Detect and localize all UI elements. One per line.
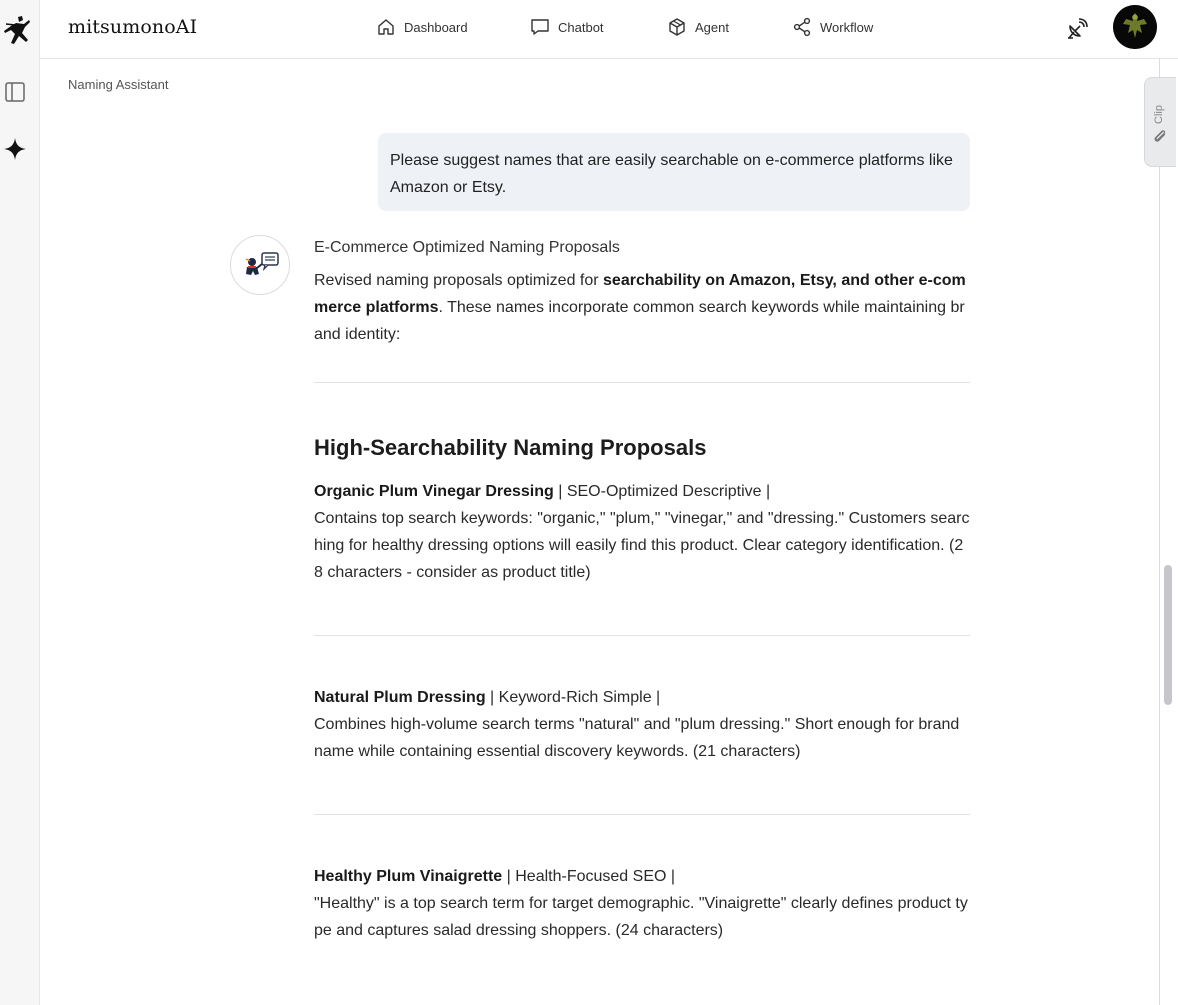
proposal-name: Healthy Plum Vinaigrette: [314, 868, 503, 885]
divider: [314, 382, 970, 383]
sidebar-toggle-icon[interactable]: [5, 82, 25, 102]
nav-chatbot-label: Chatbot: [558, 19, 604, 35]
proposal-item: [314, 478, 970, 586]
user-avatar[interactable]: [1113, 5, 1157, 49]
left-rail: [0, 0, 40, 1005]
intro-text: Revised naming proposals optimized for: [314, 272, 604, 289]
scrollbar-thumb[interactable]: [1164, 565, 1172, 705]
divider: [314, 814, 970, 815]
breadcrumb[interactable]: Naming Assistant: [68, 77, 169, 92]
nav-workflow-label: Workflow: [820, 19, 874, 35]
cube-icon: [667, 17, 687, 37]
ninja-logo-icon[interactable]: [2, 14, 32, 50]
proposal-tag: | Keyword-Rich Simple |: [485, 689, 661, 706]
brand-name[interactable]: mitsumonoAI: [68, 16, 198, 38]
section-heading: High-Searchability Naming Proposals: [314, 435, 707, 460]
scrollbar-track: [1159, 59, 1160, 1005]
satellite-dish-icon[interactable]: [1065, 17, 1089, 41]
home-icon: [376, 17, 396, 37]
sparkle-icon[interactable]: [4, 138, 26, 160]
response-title: E-Commerce Optimized Naming Proposals: [314, 239, 620, 256]
proposal-item: [314, 684, 970, 765]
paperclip-icon: [1152, 128, 1168, 144]
proposal-tag: | Health-Focused SEO |: [502, 868, 676, 885]
nav-agent[interactable]: [667, 17, 729, 37]
ninja-chat-icon: [231, 236, 291, 296]
assistant-avatar: [230, 235, 290, 295]
proposal-description: "Healthy" is a top search term for target demographic. "Vinaigrette" clearly defines product type and captures salad dressing shoppers. (24 characters): [314, 895, 968, 939]
intro-text-end: . These names incorporate common search keywords while maintaining brand identity:: [314, 299, 965, 343]
nav-agent-label: Agent: [695, 19, 729, 35]
top-header: [40, 0, 1178, 59]
avatar-figure-icon: [1113, 5, 1157, 49]
share-nodes-icon: [792, 17, 812, 37]
proposal-name: Organic Plum Vinegar Dressing: [314, 483, 554, 500]
nav-dashboard-label: Dashboard: [404, 19, 468, 35]
nav-dashboard[interactable]: [376, 17, 468, 37]
clip-tab[interactable]: [1144, 77, 1176, 167]
intro-bold-text: searchability on Amazon, Etsy, and other e-commerce platforms: [314, 272, 966, 316]
nav-chatbot[interactable]: [530, 17, 604, 37]
response-intro: [314, 267, 970, 348]
proposal-description: Combines high-volume search terms "natural" and "plum dressing." Short enough for brand name while containing essential discovery keywords. (21 characters): [314, 716, 960, 760]
chat-bubble-icon: [530, 17, 550, 37]
proposal-description: Contains top search keywords: "organic," "plum," "vinegar," and "dressing." Customers searching for healthy dressing options will easily find this product. Clear category identification. (28 characters - consider as product title): [314, 510, 970, 581]
clip-label: Clip: [1153, 105, 1165, 124]
proposal-item: [314, 863, 970, 944]
divider: [314, 635, 970, 636]
proposal-tag: | SEO-Optimized Descriptive |: [553, 483, 771, 500]
proposal-name: Natural Plum Dressing: [314, 689, 486, 706]
user-message-bubble: Please suggest names that are easily searchable on e-commerce platforms like Amazon or Etsy.: [378, 133, 970, 211]
nav-workflow[interactable]: [792, 17, 873, 37]
assistant-response: [314, 237, 970, 944]
